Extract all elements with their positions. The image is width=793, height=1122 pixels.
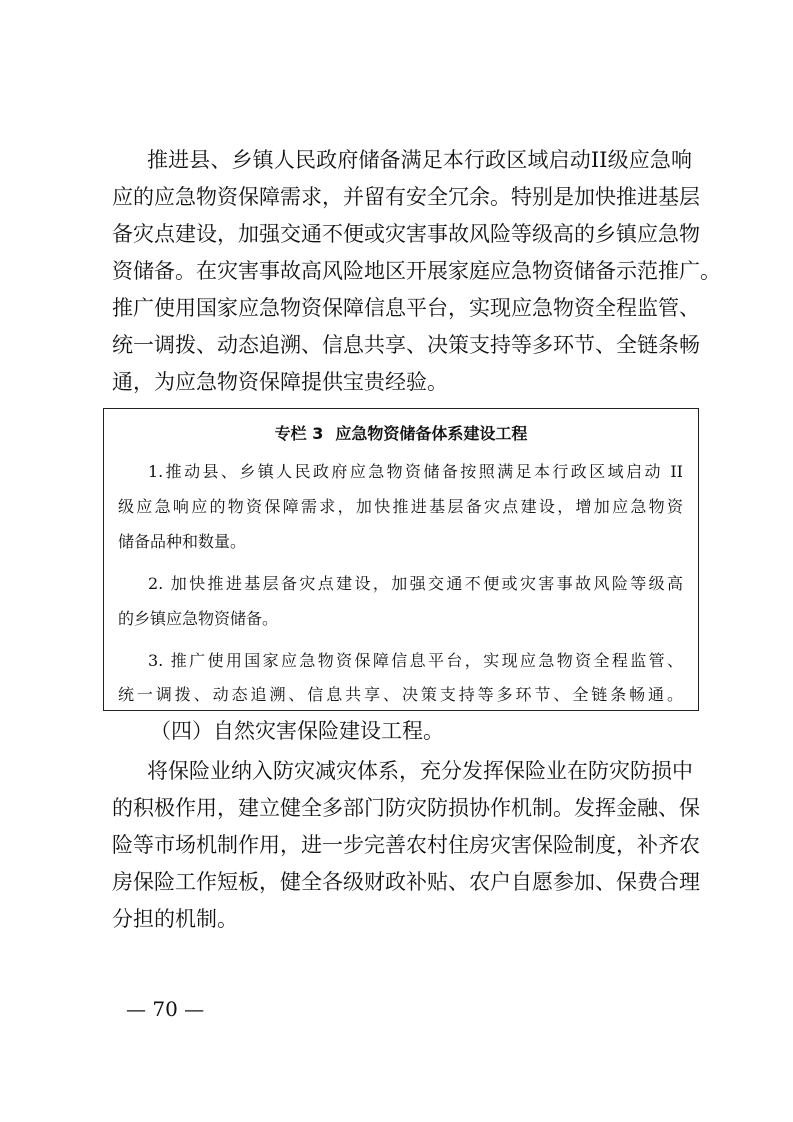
box-label: 专栏 3 (274, 424, 324, 443)
text-line: 的积极作用，建立健全多部门防灾防损协作机制。发挥金融、保 (112, 796, 700, 820)
text-line: 推进县、乡镇人民政府储备满足本行政区域启动II级应急响 (147, 148, 692, 172)
box-item-1-line: 1.推动县、乡镇人民政府应急物资储备按照满足本行政区域启动 II (148, 462, 683, 481)
box-item-3-line: 3. 推广使用国家应急物资保障信息平台，实现应急物资全程监管、 (148, 651, 683, 670)
special-column-box (103, 408, 699, 711)
text-line: 将保险业纳入防灾减灾体系，充分发挥保险业在防灾防损中 (147, 759, 693, 783)
text-line: 应的应急物资保障需求，并留有安全冗余。特别是加快推进基层 (112, 185, 700, 209)
box-title (104, 423, 698, 445)
text-line: 推广使用国家应急物资保障信息平台，实现应急物资全程监管、 (112, 296, 700, 320)
text-line: 通，为应急物资保障提供宝贵经验。 (112, 370, 448, 394)
text-line: 备灾点建设，加强交通不便或灾害事故风险等级高的乡镇应急物 (112, 222, 700, 246)
box-item-3-line: 统一调拨、动态追溯、信息共享、决策支持等多环节、全链条畅通。 (118, 685, 683, 704)
text-line: 房保险工作短板，健全各级财政补贴、农户自愿参加、保费合理 (112, 870, 700, 894)
box-item-1-line: 级应急响应的物资保障需求，加快推进基层备灾点建设，增加应急物资 (118, 497, 683, 516)
box-title-text: 应急物资储备体系建设工程 (335, 424, 528, 443)
page-number: — 70 — (126, 997, 205, 1021)
box-item-1-line: 储备品种和数量。 (118, 532, 247, 551)
section-heading: （四）自然灾害保险建设工程。 (150, 719, 444, 743)
text-line: 险等市场机制作用，进一步完善农村住房灾害保险制度，补齐农 (112, 833, 700, 857)
box-item-2-line: 2. 加快推进基层备灾点建设，加强交通不便或灾害事故风险等级高 (148, 574, 683, 593)
text-line: 统一调拨、动态追溯、信息共享、决策支持等多环节、全链条畅 (112, 333, 700, 357)
text-line: 资储备。在灾害事故高风险地区开展家庭应急物资储备示范推广。 (112, 259, 721, 283)
box-item-2-line: 的乡镇应急物资储备。 (118, 609, 279, 628)
text-line: 分担的机制。 (112, 907, 238, 931)
